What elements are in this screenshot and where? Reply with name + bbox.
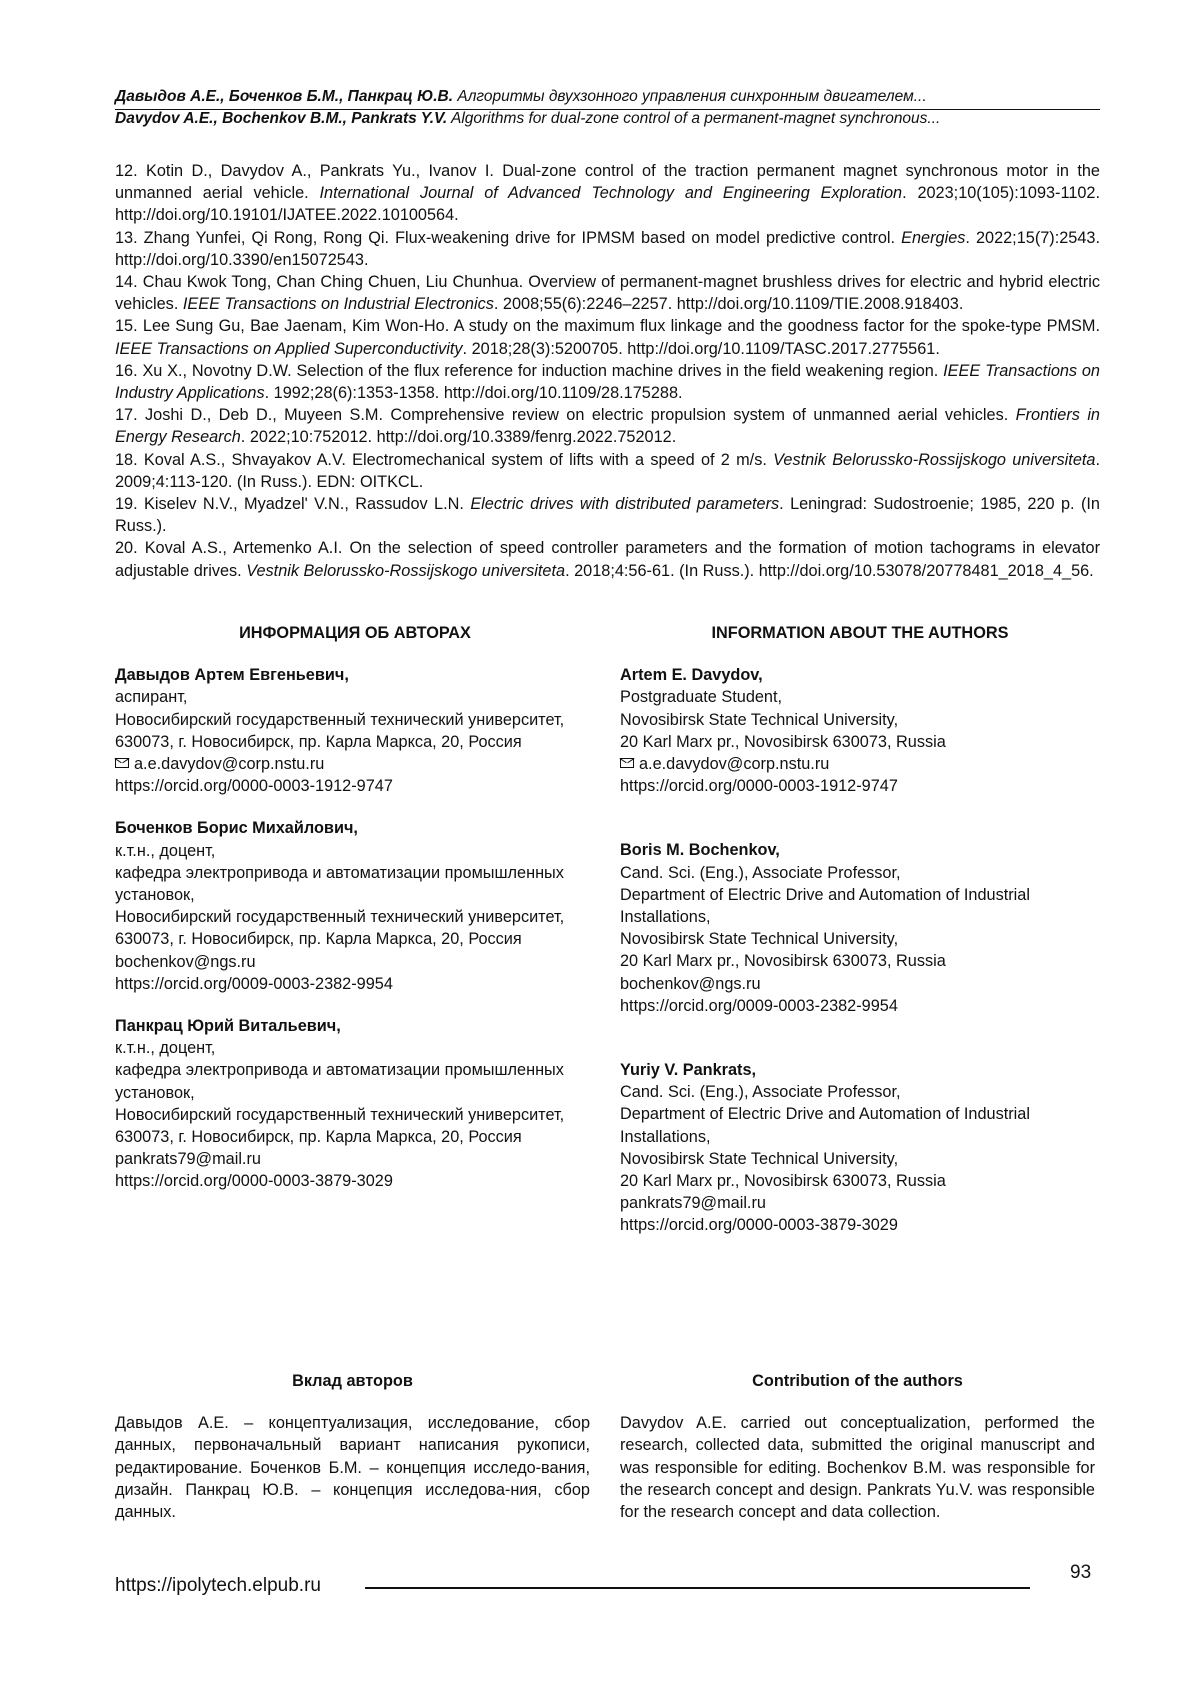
header-en-title: Algorithms for dual-zone control of a permanent-magnet synchronous... <box>447 110 941 127</box>
author-ru-1: Давыдов Артем Евгеньевич, аспирант, Новосибирский государственный технический университет, 630073, г. Новосибирск, пр. Карла Маркса, 20, Россия a.e.davydov@corp.nstu.ru https://orcid.org/0000-0003-1912-9747 <box>115 664 595 797</box>
contribution-en-text: Davydov A.E. carried out conceptualization, performed the research, collected data, submitted the original manuscript and was responsible for editing. Bochenkov B.M. was responsible for the research concept and design. Pankrats Yu.V. was responsible for the research concept and data collection. <box>620 1414 1095 1522</box>
header-en-authors: Davydov A.E., Bochenkov B.M., Pankrats Y.V. <box>115 110 448 127</box>
author-email[interactable]: bochenkov@ngs.ru <box>620 974 761 993</box>
reference-item: 18. Koval A.S., Shvayakov A.V. Electromechanical system of lifts with a speed of 2 m/s. Vestnik Belorussko-Rossijskogo universiteta. 2009;4:113-120. (In Russ.). EDN: OITKCL. <box>115 450 1100 491</box>
contribution-ru-text: Давыдов А.Е. – концептуализация, исследование, сбор данных, первоначальный вариант написания рукописи, редактирование. Боченков Б.М. – концепция исследо-вания, дизайн. Панкрац Ю.В. – концепция исследова-ния, сбор данных. <box>115 1414 590 1522</box>
author-orcid[interactable]: https://orcid.org/0009-0003-2382-9954 <box>620 996 898 1015</box>
contribution-ru <box>115 1370 590 1523</box>
footer-url[interactable]: https://ipolytech.elpub.ru <box>115 1575 321 1596</box>
envelope-icon <box>115 758 129 768</box>
author-en-1: Artem E. Davydov, Postgraduate Student, Novosibirsk State Technical University, 20 Karl Marx pr., Novosibirsk 630073, Russia a.e.davydov@corp.nstu.ru https://orcid.org/0000-0003-1912-9747 <box>620 664 1100 797</box>
author-email[interactable]: pankrats79@mail.ru <box>620 1194 766 1213</box>
authors-ru-column <box>115 622 595 1193</box>
header-divider <box>115 109 1100 110</box>
contribution-en-title: Contribution of the authors <box>752 1372 963 1390</box>
header-en <box>115 108 1100 129</box>
header-ru-title: Алгоритмы двухзонного управления синхронным двигателем... <box>453 88 927 105</box>
reference-item: 14. Chau Kwok Tong, Chan Ching Chuen, Liu Chunhua. Overview of permanent-magnet brushless drives for electric and hybrid electric vehicles. IEEE Transactions on Industrial Electronics. 2008;55(6):2246–2257. http://doi.org/10.1109/TIE.2008.918403. <box>115 273 1100 314</box>
reference-item: 16. Xu X., Novotny D.W. Selection of the flux reference for induction machine drives in the field weakening region. IEEE Transactions on Industry Applications. 1992;28(6):1353-1358. http://doi.org/10.1109/28.175288. <box>115 361 1100 403</box>
footer-divider <box>365 1587 1030 1589</box>
authors-en-title: INFORMATION ABOUT THE AUTHORS <box>711 624 1009 642</box>
author-ru-2: Боченков Борис Михайлович, к.т.н., доцент, кафедра электропривода и автоматизации промышленных установок, Новосибирский государственный технический университет, 630073, г. Новосибирск, пр. Карла Маркса, 20, Россия bochenkov@ngs.ru https://orcid.org/0009-0003-2382-9954 <box>115 817 595 995</box>
reference-item: 17. Joshi D., Deb D., Muyeen S.M. Comprehensive review on electric propulsion system of unmanned aerial vehicles. Frontiers in Energy Research. 2022;10:752012. http://doi.org/10.3389/fenrg.2022.752012. <box>115 406 1100 447</box>
page-number: 93 <box>1070 1562 1092 1583</box>
contribution-en <box>620 1370 1095 1523</box>
reference-item: 13. Zhang Yunfei, Qi Rong, Rong Qi. Flux-weakening drive for IPMSM based on model predictive control. Energies. 2022;15(7):2543. http://doi.org/10.3390/en15072543. <box>115 228 1100 269</box>
header-ru-authors: Давыдов А.Е., Боченков Б.М., Панкрац Ю.В. <box>115 88 454 105</box>
author-en-2: Boris M. Bochenkov, Cand. Sci. (Eng.), Associate Professor, Department of Electric Drive and Automation of Industrial Installations, Novosibirsk State Technical University, 20 Karl Marx pr., Novosibirsk 630073, Russia bochenkov@ngs.ru https://orcid.org/0009-0003-2382-9954 <box>620 839 1100 1017</box>
author-email[interactable]: bochenkov@ngs.ru <box>115 952 256 971</box>
running-header <box>115 86 1100 129</box>
author-email[interactable]: a.e.davydov@corp.nstu.ru <box>134 755 325 774</box>
author-orcid[interactable]: https://orcid.org/0009-0003-2382-9954 <box>115 974 393 993</box>
reference-item: 15. Lee Sung Gu, Bae Jaenam, Kim Won-Ho. A study on the maximum flux linkage and the goodness factor for the spoke-type PMSM. IEEE Transactions on Applied Superconductivity. 2018;28(3):5200705. http://doi.org/10.1109/TASC.2017.2775561. <box>115 317 1100 358</box>
reference-item: 19. Kiselev N.V., Myadzel' V.N., Rassudov L.N. Electric drives with distributed parameters. Leningrad: Sudostroenie; 1985, 220 p. (In Russ.). <box>115 495 1100 536</box>
author-orcid[interactable]: https://orcid.org/0000-0003-1912-9747 <box>620 777 898 796</box>
author-ru-3: Панкрац Юрий Витальевич, к.т.н., доцент, кафедра электропривода и автоматизации промышленных установок, Новосибирский государственный технический университет, 630073, г. Новосибирск, пр. Карла Маркса, 20, Россия pankrats79@mail.ru https://orcid.org/0000-0003-3879-3029 <box>115 1015 595 1193</box>
reference-item: 20. Koval A.S., Artemenko A.I. On the selection of speed controller parameters and the formation of motion tachograms in elevator adjustable drives. Vestnik Belorussko-Rossijskogo universiteta. 2018;4:56-61. (In Russ.). http://doi.org/10.53078/20778481_2018_4_56. <box>115 539 1100 580</box>
reference-item: 12. Kotin D., Davydov A., Pankrats Yu., Ivanov I. Dual-zone control of the traction permanent magnet synchronous motor in the unmanned aerial vehicle. International Journal of Advanced Technology and Engineering Exploration. 2023;10(105):1093-1102. http://doi.org/10.19101/IJATEE.2022.10100564. <box>115 162 1101 225</box>
authors-en-column <box>620 622 1100 1237</box>
header-ru <box>115 86 1100 107</box>
contribution-ru-title: Вклад авторов <box>292 1372 413 1390</box>
author-orcid[interactable]: https://orcid.org/0000-0003-3879-3029 <box>115 1172 393 1191</box>
reference-list <box>115 160 1100 582</box>
author-orcid[interactable]: https://orcid.org/0000-0003-1912-9747 <box>115 777 393 796</box>
envelope-icon <box>620 758 634 768</box>
author-email[interactable]: a.e.davydov@corp.nstu.ru <box>639 755 830 774</box>
authors-ru-title: ИНФОРМАЦИЯ ОБ АВТОРАХ <box>239 624 471 642</box>
author-email[interactable]: pankrats79@mail.ru <box>115 1150 261 1169</box>
author-en-3: Yuriy V. Pankrats, Cand. Sci. (Eng.), Associate Professor, Department of Electric Drive and Automation of Industrial Installations, Novosibirsk State Technical University, 20 Karl Marx pr., Novosibirsk 630073, Russia pankrats79@mail.ru https://orcid.org/0000-0003-3879-3029 <box>620 1059 1100 1237</box>
author-orcid[interactable]: https://orcid.org/0000-0003-3879-3029 <box>620 1216 898 1235</box>
